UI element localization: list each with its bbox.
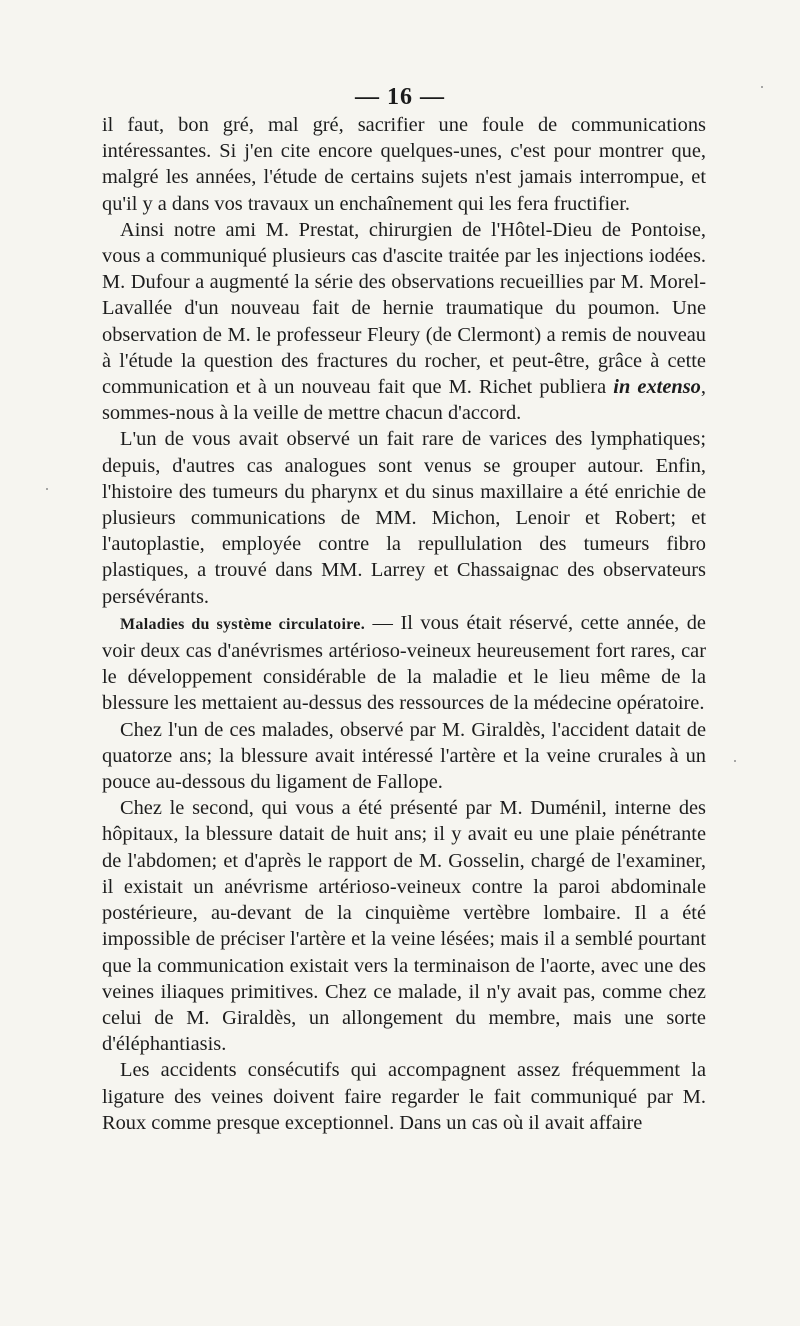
- section-title: Maladies du système circulatoire.: [120, 615, 365, 633]
- paragraph-3: L'un de vous avait observé un fait rare de varices des lymphatiques; depuis, d'autres cas analogues sont venus se grouper autour. Enfin, l'histoire des tumeurs du pharynx et du sinus maxillaire a été enrichie de plusieurs communications de MM. Michon, Lenoir et Robert; et l'autoplastie, employée contre la repullulation des tumeurs fibro plastiques, a trouvé dans MM. Larrey et Chassaignac des observateurs persévérants.: [102, 428, 706, 608]
- paper-speck: [761, 86, 763, 88]
- paragraph-2: [102, 217, 706, 427]
- paper-speck: [46, 488, 48, 490]
- paragraph-4-text: — Il vous était réservé, cette année, de voir deux cas d'anévrismes artérioso-veineux heureusement fort rares, car le développement considérable de la maladie et le lieu même de la blessure les mettaient au-dessus des ressources de la médecine opératoire.: [102, 611, 706, 715]
- paragraph-7: Les accidents consécutifs qui accompagnent assez fréquemment la ligature des veines doivent faire regarder le fait communiqué par M. Roux comme presque exceptionnel. Dans un cas où il avait affaire: [102, 1059, 706, 1134]
- paragraph-4: [102, 610, 706, 717]
- paper-speck: [734, 760, 736, 762]
- paragraph-5: Chez l'un de ces malades, observé par M. Giraldès, l'accident datait de quatorze ans; la blessure avait intéressé l'artère et la veine crurales à un pouce au-dessous du ligament de Fallope.: [102, 718, 706, 794]
- paragraph-2-end: , sommes-nous à la veille de mettre chacun d'accord.: [102, 376, 706, 425]
- paragraph-6: Chez le second, qui vous a été présenté par M. Duménil, interne des hôpitaux, la blessure datait de huit ans; il y avait eu une plaie pénétrante de l'abdomen; et d'après le rapport de M. Gosselin, chargé de l'examiner, il existait un anévrisme artérioso-veineux contre la paroi abdominale postérieure, au-devant de la cinquième vertèbre lombaire. Il a été impossible de préciser l'artère et la veine lésées; mais il a semblé pourtant que la communication existait vers la terminaison de l'aorte, avec une des veines iliaques primitives. Chez ce malade, il n'y avait pas, comme chez celui de M. Giraldès, un allongement du membre, mais une sorte d'éléphantiasis.: [102, 797, 706, 1056]
- paragraph-1: il faut, bon gré, mal gré, sacrifier une foule de communications intéressantes. Si j'en cite encore quelques-unes, c'est pour montrer que, malgré les années, l'étude de certains sujets n'est jamais interrompue, et qu'il y a dans vos travaux un enchaînement qui les fera fructifier.: [102, 114, 706, 215]
- page-number: — 16 —: [355, 84, 445, 110]
- paragraph-2-main: Ainsi notre ami M. Prestat, chirurgien de l'Hôtel-Dieu de Pontoise, vous a communiqué plusieurs cas d'ascite traitée par les injections iodées. M. Dufour a augmenté la série des observations recueillies par M. Morel-Lavallée d'un nouveau fait de hernie traumatique du poumon. Une observation de M. le professeur Fleury (de Clermont) a remis de nouveau à l'étude la question des fractures du rocher, et peut-être, grâce à cette communication et à un nouveau fait que M. Richet publiera: [102, 218, 706, 399]
- body-text: [102, 112, 706, 1136]
- paragraph-2-italic: in extenso: [613, 376, 701, 399]
